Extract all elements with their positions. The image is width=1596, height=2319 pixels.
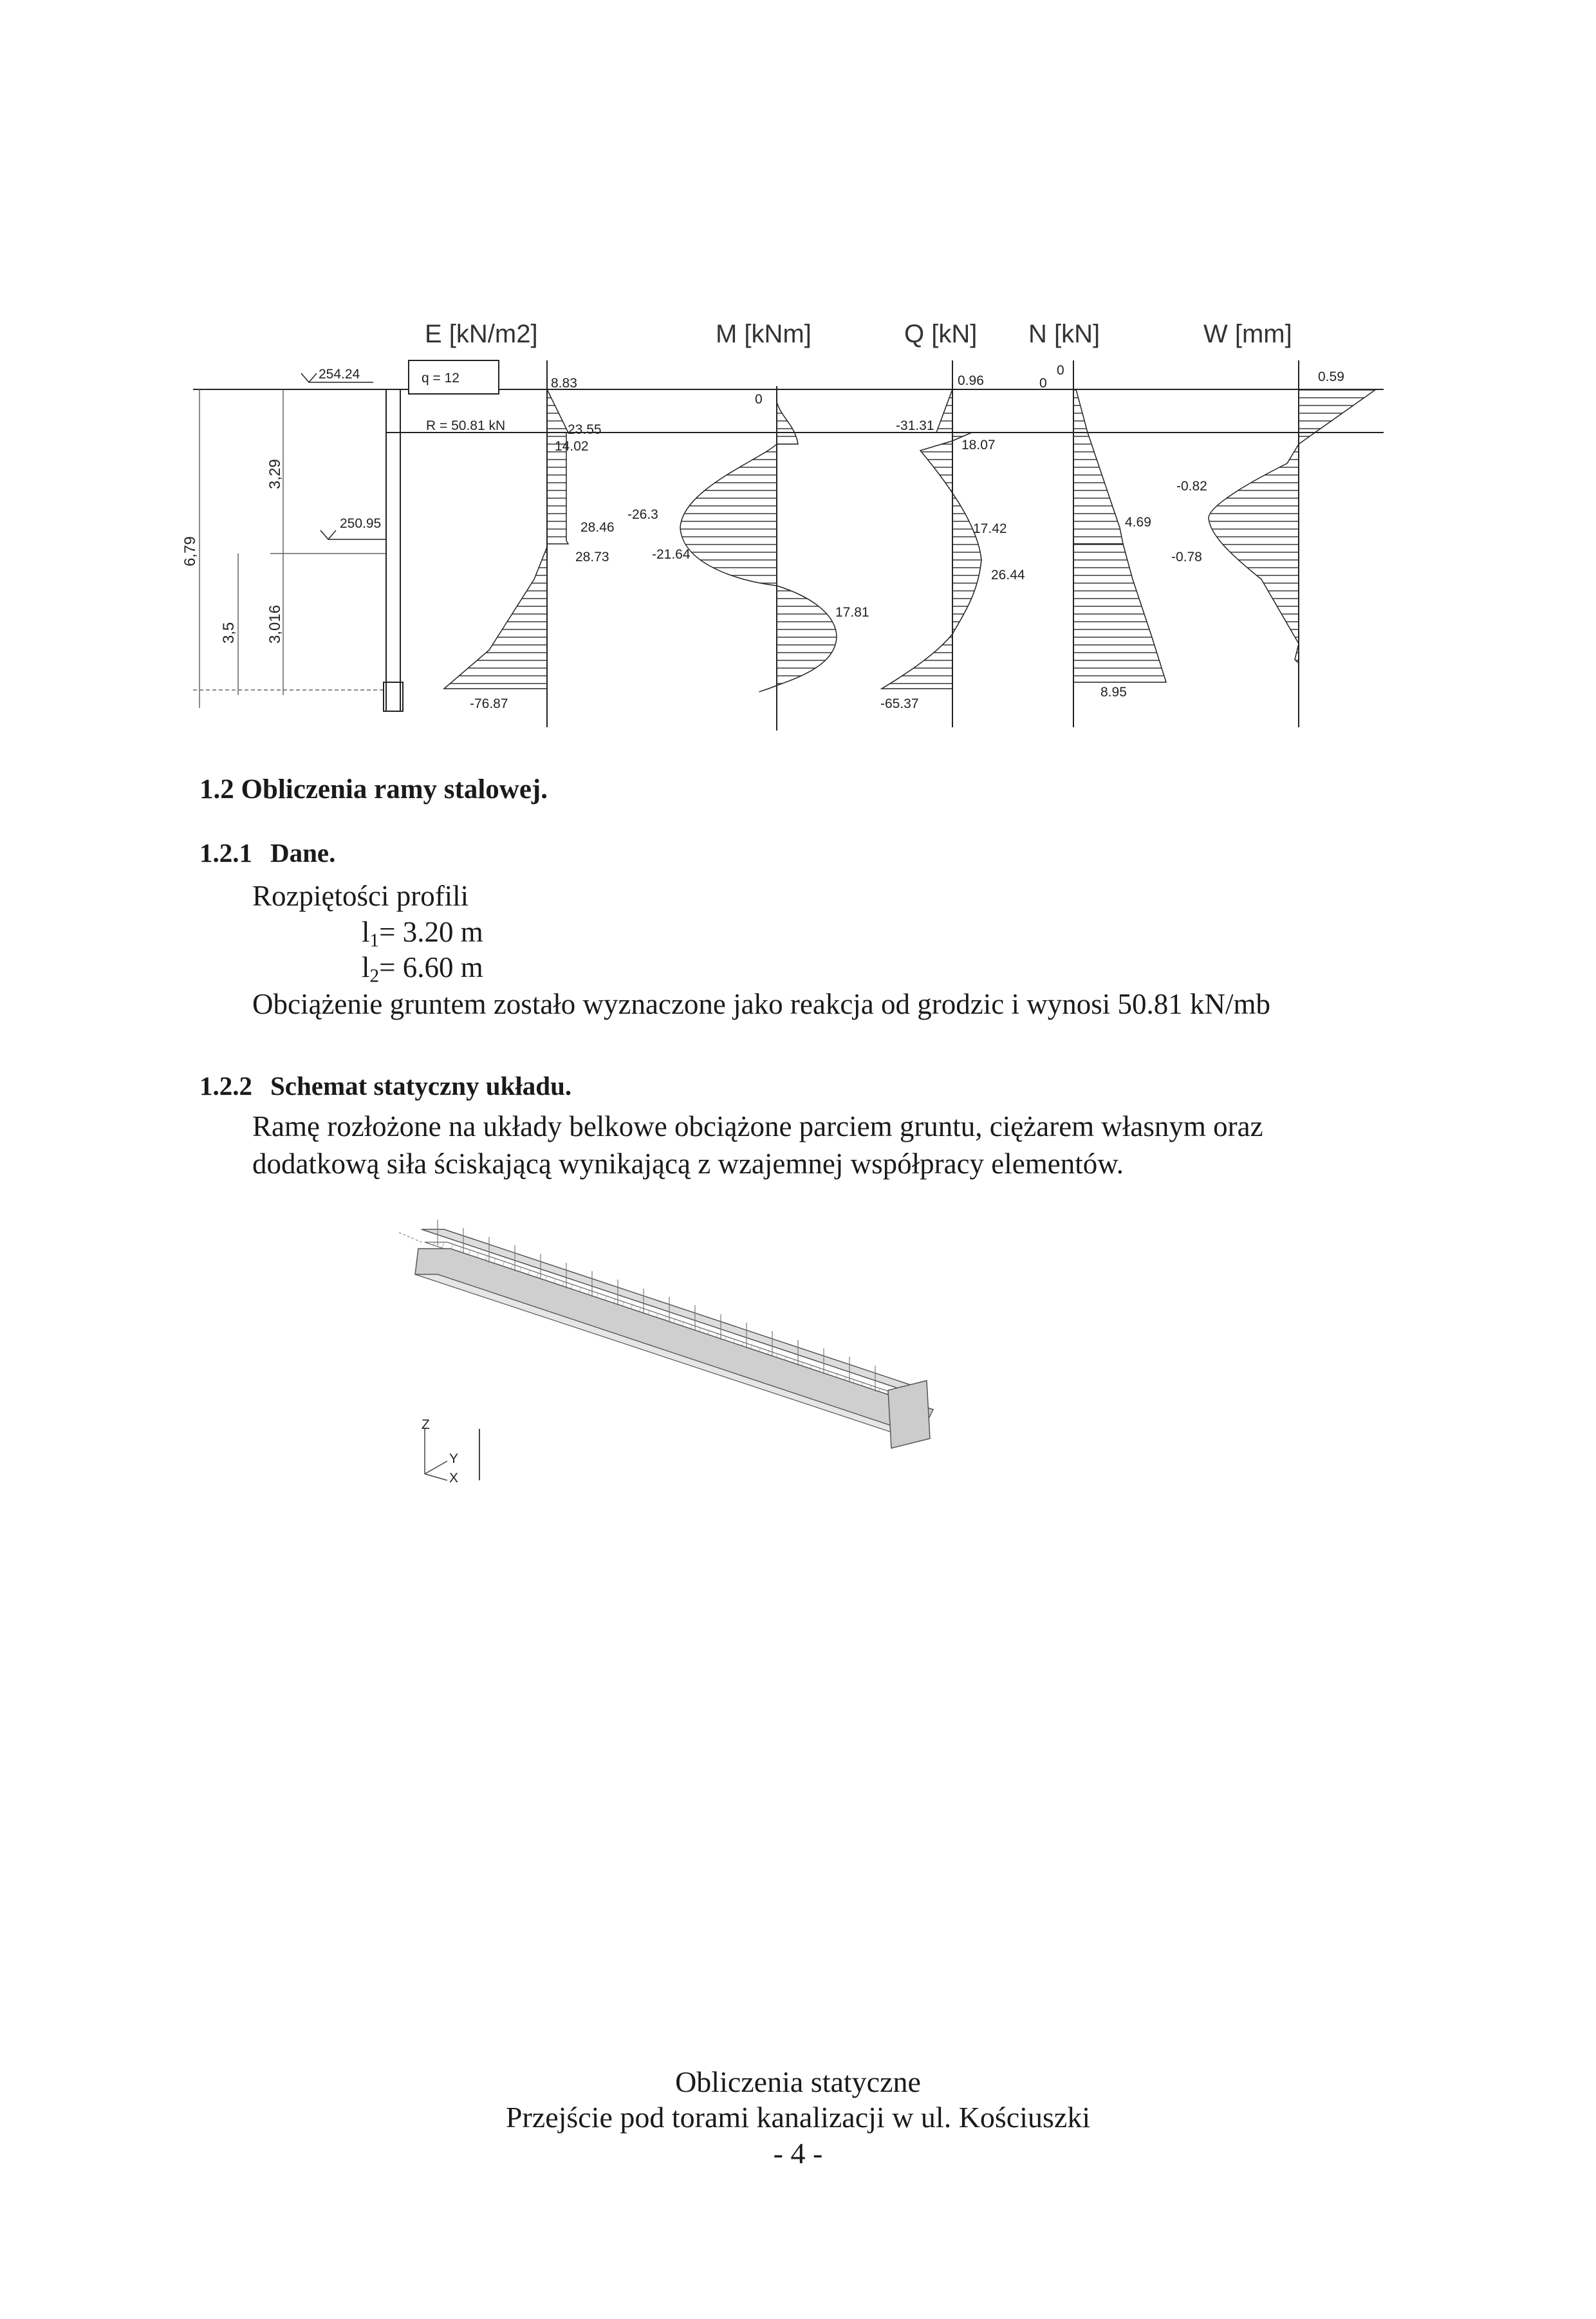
page-number: - 4 - [773, 2137, 823, 2170]
scheme-paragraph-line-1: Ramę rozłożone na układy belkowe obciążone parciem gruntu, ciężarem własnym oraz [252, 1110, 1263, 1142]
E-value-4: 28.46 [580, 520, 615, 535]
dim-total: 6,79 [181, 536, 199, 566]
footer-title: Obliczenia statyczne [675, 2065, 921, 2098]
Q-value-1: 0.96 [958, 373, 984, 388]
load-q: q = 12 [422, 371, 459, 386]
E-value-2: 23.55 [568, 422, 602, 437]
span-l1 [362, 914, 483, 953]
N-value-4: 8.95 [1100, 685, 1127, 700]
section-1-2-heading [200, 772, 548, 807]
Q-value-4: 17.42 [973, 521, 1007, 536]
E-value-1: 8.83 [551, 376, 577, 391]
section-number: 1.2.1 [200, 838, 252, 868]
Q-value-3: 18.07 [961, 438, 996, 452]
dim-upper: 3,29 [266, 459, 284, 489]
section-1-2-2-heading [200, 1070, 571, 1103]
span-l2 [362, 949, 483, 988]
Q-value-2: -31.31 [896, 418, 934, 433]
dim-lower: 3,5 [220, 622, 237, 644]
axis-x-label: X [449, 1471, 459, 1485]
l1-symbol: l [362, 916, 370, 948]
elevation-bottom: 250.95 [340, 516, 382, 531]
header-E: E [kN/m2] [425, 320, 538, 348]
N-value-3: 4.69 [1125, 515, 1151, 530]
W-value-2: -0.82 [1176, 479, 1207, 494]
section-title: Schemat statyczny układu. [270, 1071, 572, 1101]
l2-value: = 6.60 m [379, 951, 483, 983]
load-description: Obciążenie gruntem zostało wyznaczone jako reakcja od grodzic i wynosi 50.81 kN/mb [252, 988, 1270, 1020]
M-value-3: -21.64 [652, 547, 691, 562]
scheme-paragraph-line-2: dodatkową siła ściskającą wynikającą z wzajemnej współpracy elementów. [252, 1148, 1124, 1180]
section-title: Obliczenia ramy stalowej. [241, 774, 548, 805]
M-value-4: 17.81 [835, 605, 869, 620]
axis-z-label: Z [422, 1417, 430, 1432]
header-Q: Q [kN] [904, 320, 978, 348]
M-value-2: -26.3 [627, 507, 658, 522]
axis-y-label: Y [449, 1451, 459, 1466]
Q-value-5: 26.44 [991, 568, 1025, 582]
E-value-6: -76.87 [470, 696, 508, 711]
dim-lower-inner: 3,016 [266, 604, 284, 644]
section-number: 1.2.2 [200, 1071, 252, 1101]
N-value-2: 0 [1057, 363, 1064, 378]
l1-subscript: 1 [369, 930, 380, 951]
E-value-5: 28.73 [575, 550, 609, 564]
l2-symbol: l [362, 951, 370, 983]
E-value-3: 14.02 [555, 439, 589, 454]
header-N: N [kN] [1028, 320, 1100, 348]
W-value-1: 0.59 [1318, 369, 1344, 384]
section-number: 1.2 [200, 774, 234, 805]
section-1-2-1-heading [200, 837, 335, 870]
spans-label: Rozpiętości profili [252, 880, 469, 912]
header-W: W [mm] [1203, 320, 1292, 348]
structural-diagram [0, 0, 1596, 747]
footer-subtitle: Przejście pod torami kanalizacji w ul. Kościuszki [505, 2101, 1091, 2134]
beam-3d-model [386, 1216, 965, 1487]
elevation-top: 254.24 [319, 367, 360, 382]
Q-value-6: -65.37 [880, 696, 919, 711]
l1-value: = 3.20 m [379, 916, 483, 948]
header-M: M [kNm] [716, 320, 812, 348]
N-value-1: 0 [1039, 376, 1047, 391]
l2-subscript: 2 [369, 965, 380, 987]
M-value-1: 0 [755, 392, 763, 407]
W-value-3: -0.78 [1171, 550, 1202, 564]
axes-icon [422, 1417, 479, 1485]
reaction-r: R = 50.81 kN [426, 418, 506, 433]
section-title: Dane. [270, 838, 336, 868]
